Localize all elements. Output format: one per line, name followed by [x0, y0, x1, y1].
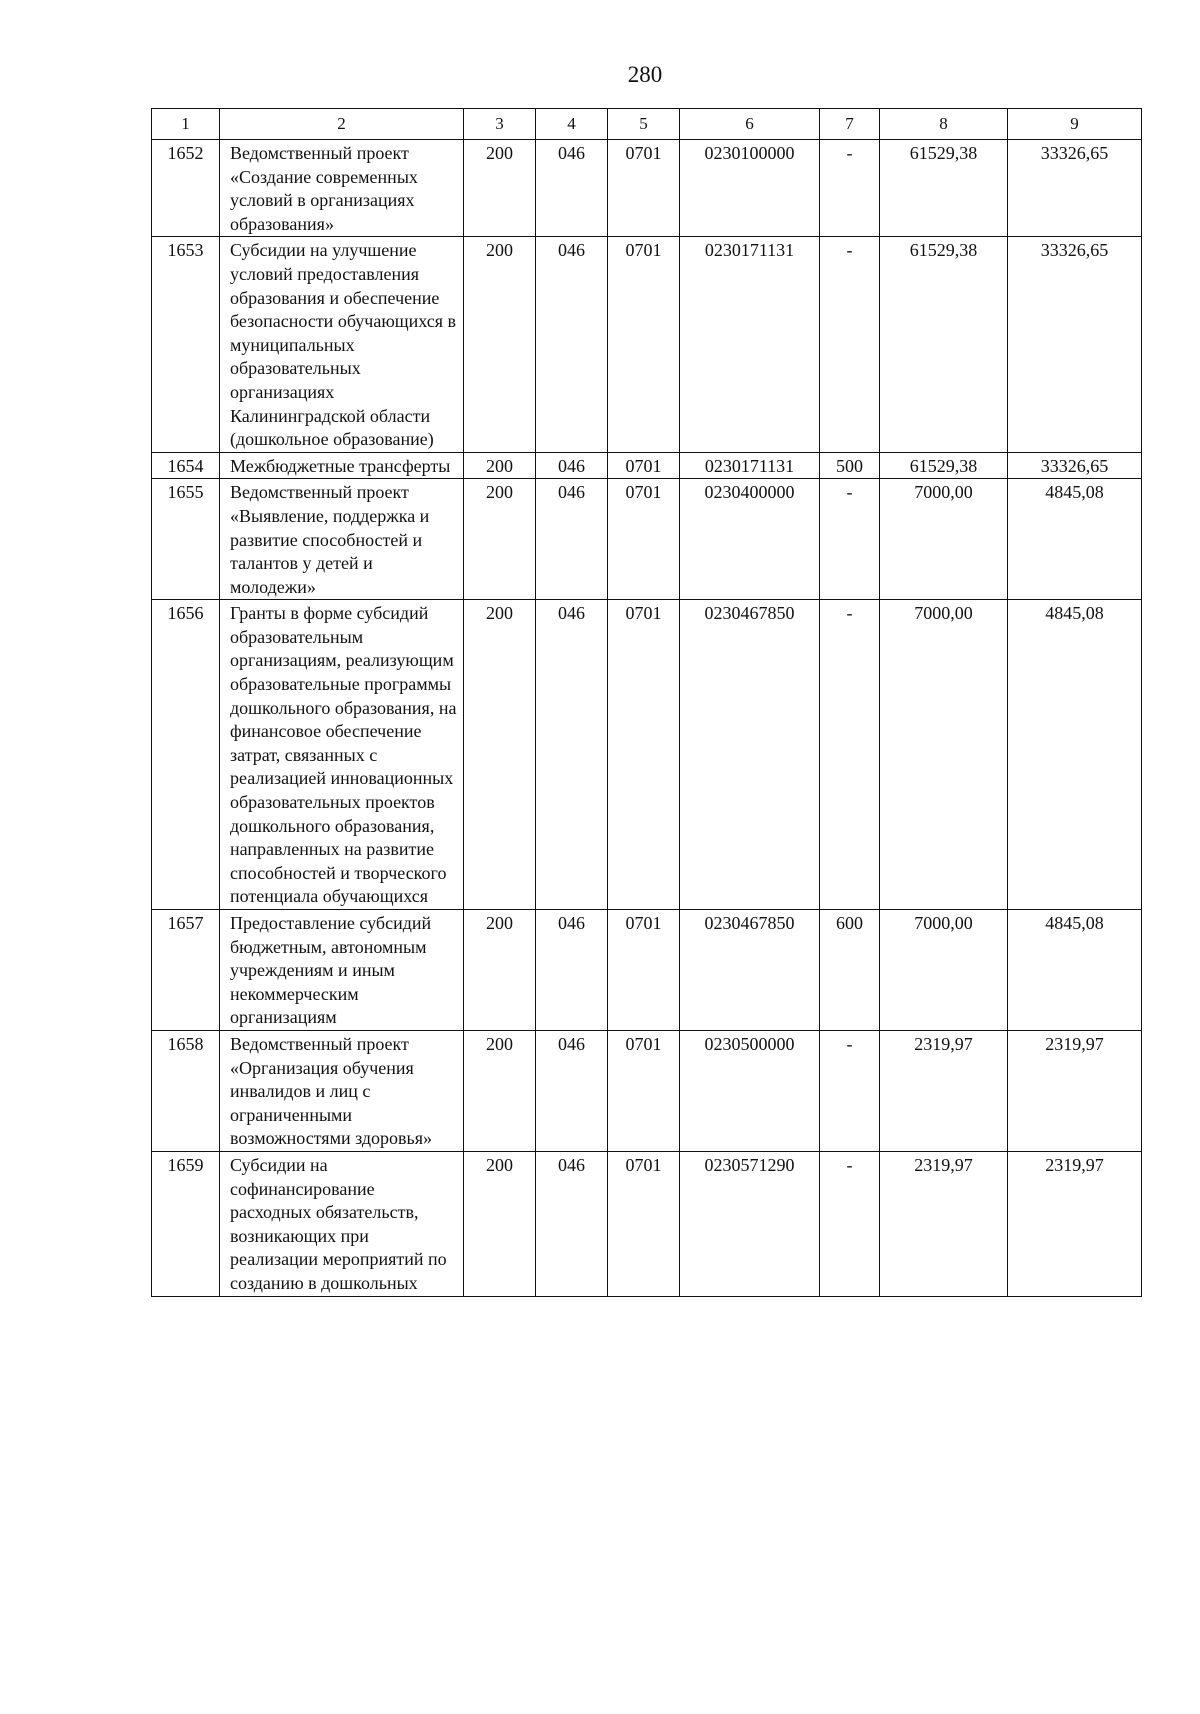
cell-col6: 0230500000 [680, 1030, 820, 1151]
cell-col3: 200 [464, 452, 536, 479]
column-header: 9 [1008, 109, 1142, 140]
cell-col5: 0701 [608, 600, 680, 910]
table-row [152, 1030, 1142, 1151]
cell-col8: 61529,38 [880, 237, 1008, 452]
cell-col7: - [820, 140, 880, 237]
table-row [152, 479, 1142, 600]
cell-col8: 2319,97 [880, 1030, 1008, 1151]
column-header: 5 [608, 109, 680, 140]
row-number: 1655 [152, 479, 220, 600]
table-header-row [152, 109, 1142, 140]
cell-col6: 0230467850 [680, 910, 820, 1031]
table-row [152, 600, 1142, 910]
cell-col4: 046 [536, 237, 608, 452]
cell-col4: 046 [536, 910, 608, 1031]
row-number: 1654 [152, 452, 220, 479]
cell-col9: 4845,08 [1008, 910, 1142, 1031]
cell-col6: 0230467850 [680, 600, 820, 910]
cell-col3: 200 [464, 140, 536, 237]
row-name: Ведомственный проект «Создание современных условий в организациях образования» [220, 140, 464, 237]
cell-col6: 0230171131 [680, 237, 820, 452]
table-row [152, 452, 1142, 479]
row-name: Гранты в форме субсидий образовательным организациям, реализующим образовательные программы дошкольного образования, на финансовое обеспечение затрат, связанных с реализацией инновационных образовательных проектов дошкольного образования, направленных на развитие способностей и творческого потенциала обучающихся [220, 600, 464, 910]
cell-col3: 200 [464, 1151, 536, 1296]
cell-col8: 7000,00 [880, 910, 1008, 1031]
cell-col5: 0701 [608, 452, 680, 479]
cell-col9: 4845,08 [1008, 479, 1142, 600]
cell-col9: 33326,65 [1008, 237, 1142, 452]
cell-col4: 046 [536, 452, 608, 479]
row-number: 1652 [152, 140, 220, 237]
cell-col3: 200 [464, 600, 536, 910]
row-name: Предоставление субсидий бюджетным, автономным учреждениям и иным некоммерческим организациям [220, 910, 464, 1031]
cell-col9: 33326,65 [1008, 140, 1142, 237]
cell-col6: 0230571290 [680, 1151, 820, 1296]
cell-col5: 0701 [608, 140, 680, 237]
table-row [152, 237, 1142, 452]
cell-col7: - [820, 1030, 880, 1151]
row-name: Субсидии на софинансирование расходных обязательств, возникающих при реализации мероприятий по созданию в дошкольных [220, 1151, 464, 1296]
cell-col7: 500 [820, 452, 880, 479]
cell-col7: - [820, 1151, 880, 1296]
cell-col7: - [820, 237, 880, 452]
cell-col3: 200 [464, 910, 536, 1031]
budget-table [151, 108, 1142, 1297]
cell-col8: 2319,97 [880, 1151, 1008, 1296]
row-name: Субсидии на улучшение условий предоставления образования и обеспечение безопасности обучающихся в муниципальных образовательных организациях Калининградской области (дошкольное образование) [220, 237, 464, 452]
cell-col4: 046 [536, 600, 608, 910]
cell-col7: - [820, 479, 880, 600]
row-number: 1658 [152, 1030, 220, 1151]
cell-col4: 046 [536, 140, 608, 237]
cell-col5: 0701 [608, 237, 680, 452]
row-name: Межбюджетные трансферты [220, 452, 464, 479]
cell-col6: 0230171131 [680, 452, 820, 479]
cell-col9: 33326,65 [1008, 452, 1142, 479]
cell-col8: 7000,00 [880, 600, 1008, 910]
cell-col8: 61529,38 [880, 452, 1008, 479]
cell-col5: 0701 [608, 1030, 680, 1151]
cell-col6: 0230400000 [680, 479, 820, 600]
cell-col8: 61529,38 [880, 140, 1008, 237]
cell-col3: 200 [464, 237, 536, 452]
cell-col4: 046 [536, 1151, 608, 1296]
column-header: 6 [680, 109, 820, 140]
cell-col4: 046 [536, 1030, 608, 1151]
page-number: 280 [627, 62, 663, 87]
cell-col7: - [820, 600, 880, 910]
cell-col8: 7000,00 [880, 479, 1008, 600]
cell-col4: 046 [536, 479, 608, 600]
table-row [152, 910, 1142, 1031]
row-number: 1657 [152, 910, 220, 1031]
row-number: 1659 [152, 1151, 220, 1296]
row-number: 1653 [152, 237, 220, 452]
cell-col5: 0701 [608, 910, 680, 1031]
cell-col7: 600 [820, 910, 880, 1031]
table-row [152, 1151, 1142, 1296]
cell-col3: 200 [464, 479, 536, 600]
cell-col6: 0230100000 [680, 140, 820, 237]
cell-col5: 0701 [608, 1151, 680, 1296]
column-header: 7 [820, 109, 880, 140]
column-header: 2 [220, 109, 464, 140]
cell-col9: 2319,97 [1008, 1151, 1142, 1296]
cell-col5: 0701 [608, 479, 680, 600]
row-number: 1656 [152, 600, 220, 910]
cell-col9: 2319,97 [1008, 1030, 1142, 1151]
cell-col9: 4845,08 [1008, 600, 1142, 910]
row-name: Ведомственный проект «Организация обучения инвалидов и лиц с ограниченными возможностями здоровья» [220, 1030, 464, 1151]
column-header: 8 [880, 109, 1008, 140]
column-header: 1 [152, 109, 220, 140]
column-header: 4 [536, 109, 608, 140]
table-row [152, 140, 1142, 237]
row-name: Ведомственный проект «Выявление, поддержка и развитие способностей и талантов у детей и молодежи» [220, 479, 464, 600]
cell-col3: 200 [464, 1030, 536, 1151]
column-header: 3 [464, 109, 536, 140]
